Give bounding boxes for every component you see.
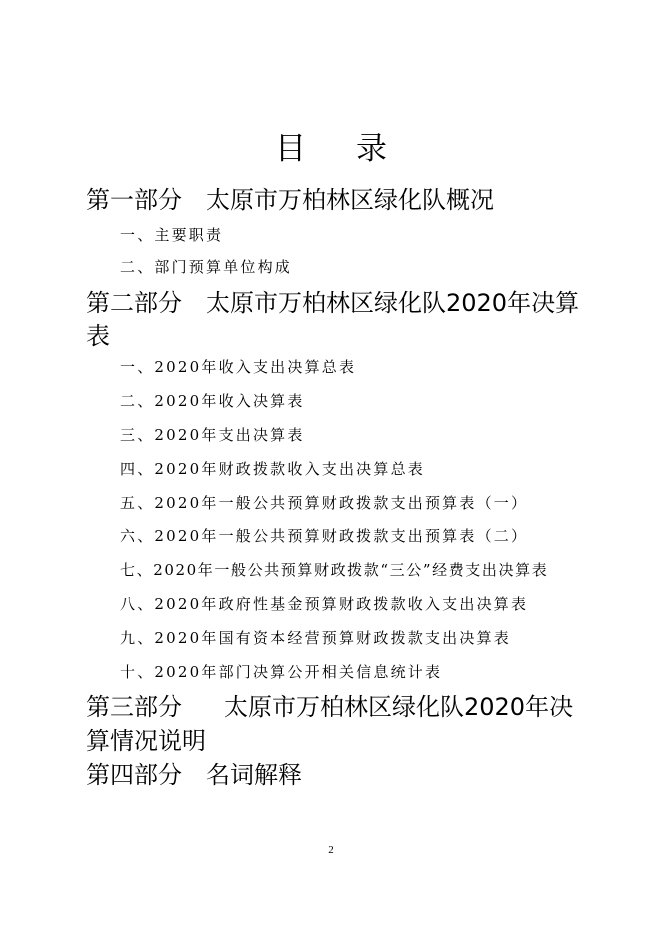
page-number: 2 [328,844,334,856]
part-title: 名词解释 [206,761,302,789]
part-label: 第三部分 [86,693,182,721]
toc-part-3[interactable] [86,695,573,719]
toc-item[interactable]: 八、2020年政府性基金预算财政拨款收入支出决算表 [120,595,529,613]
part-title: 太原市万柏林区绿化队2020年决算 [206,289,580,317]
part-label: 第四部分 [86,761,182,789]
toc-item[interactable]: 二、部门预算单位构成 [120,258,293,276]
part-label: 第二部分 [86,289,182,317]
part-label: 第一部分 [86,186,182,214]
part-title: 太原市万柏林区绿化队2020年决 [224,693,574,721]
toc-part-1[interactable] [86,188,494,212]
toc-title [0,131,662,167]
toc-item[interactable]: 一、2020年收入支出决算总表 [120,358,357,376]
toc-part-4[interactable] [86,763,302,787]
toc-item[interactable]: 六、2020年一般公共预算财政拨款支出预算表（二） [120,527,529,545]
toc-item[interactable]: 五、2020年一般公共预算财政拨款支出预算表（一） [120,494,529,512]
toc-item[interactable]: 九、2020年国有资本经营预算财政拨款支出决算表 [120,629,511,647]
toc-title-char: 录 [356,131,387,167]
toc-item[interactable]: 一、主要职责 [120,226,224,244]
toc-title-char: 目 [275,131,306,167]
toc-item[interactable]: 三、2020年支出决算表 [120,426,305,444]
toc-part-2-cont[interactable]: 表 [86,322,110,350]
toc-item[interactable]: 四、2020年财政拨款收入支出决算总表 [120,460,425,478]
part-title: 太原市万柏林区绿化队概况 [206,186,494,214]
toc-item[interactable]: 十、2020年部门决算公开相关信息统计表 [120,663,443,681]
toc-item[interactable]: 二、2020年收入决算表 [120,392,305,410]
toc-part-3-cont[interactable]: 算情况说明 [86,727,206,755]
toc-part-2[interactable] [86,291,579,315]
toc-item[interactable]: 七、2020年一般公共预算财政拨款“三公”经费支出决算表 [120,561,549,579]
